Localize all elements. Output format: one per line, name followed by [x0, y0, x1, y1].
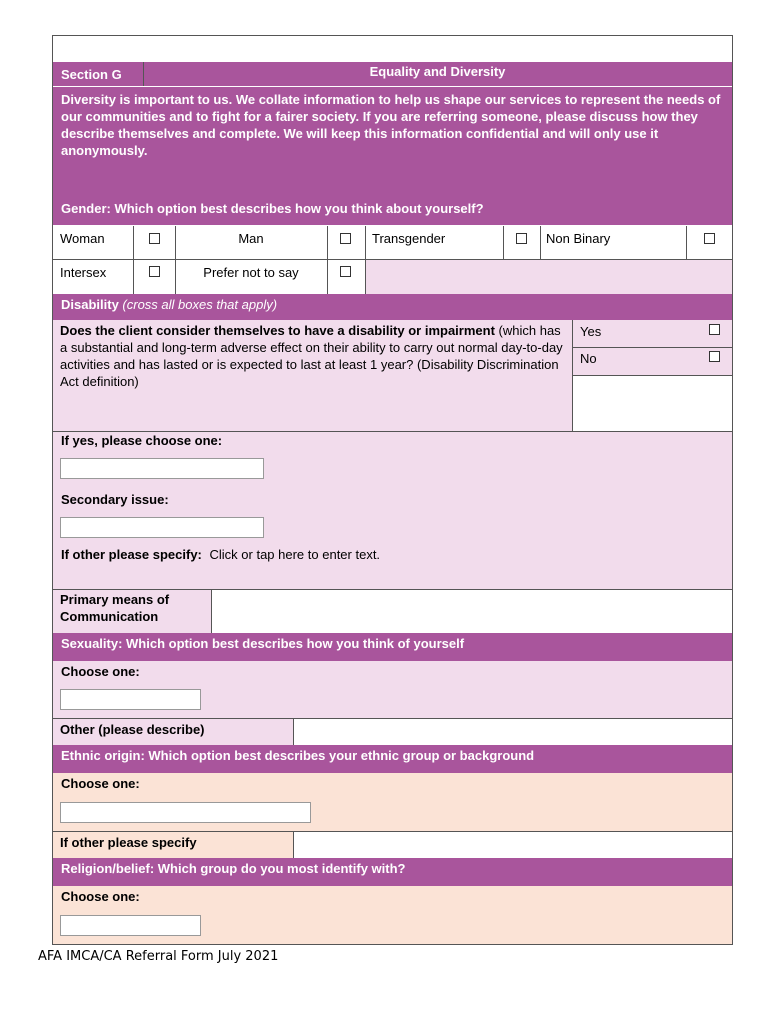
checkbox-prefer-not[interactable] [340, 266, 351, 277]
disability-heading-note: (cross all boxes that apply) [122, 297, 278, 312]
gender-question-row [53, 197, 732, 225]
primary-disability-dropdown[interactable] [60, 458, 264, 479]
communication-input[interactable] [212, 590, 732, 633]
disability-details [53, 432, 732, 589]
other-specify-input[interactable]: Click or tap here to enter text. [209, 547, 381, 562]
ethnic-question-row [53, 745, 732, 773]
religion-question-row [53, 858, 732, 886]
religion-question: Religion/belief: Which group do you most identify with? [61, 861, 406, 876]
if-yes-label: If yes, please choose one: [61, 433, 223, 448]
gender-option-woman: Woman [60, 231, 105, 246]
gender-row-2-fill [366, 260, 732, 294]
other-specify-row [61, 547, 380, 562]
ethnic-other-label: If other please specify [60, 835, 197, 850]
ethnic-other-label-cell [53, 832, 293, 858]
gender-option-transgender: Transgender [372, 231, 446, 246]
intro-block [53, 87, 732, 197]
checkbox-no[interactable] [709, 351, 720, 362]
disability-question-cell [53, 320, 572, 431]
ethnic-question: Ethnic origin: Which option best describes your ethnic group or background [61, 748, 535, 763]
yes-label: Yes [580, 324, 602, 339]
secondary-issue-label: Secondary issue: [61, 492, 169, 507]
disability-heading: Disability [61, 297, 119, 312]
gender-option-man: Man [238, 231, 264, 246]
checkbox-yes[interactable] [709, 324, 720, 335]
communication-label: Primary means of Communication [60, 592, 170, 624]
religion-dropdown[interactable] [60, 915, 201, 936]
religion-choose-label: Choose one: [61, 889, 140, 904]
section-title: Equality and Diversity [369, 64, 506, 79]
sexuality-choose-label: Choose one: [61, 664, 140, 679]
sexuality-other-label: Other (please describe) [60, 722, 205, 737]
checkbox-nonbinary[interactable] [704, 233, 715, 244]
no-label: No [580, 351, 597, 366]
gender-option-intersex: Intersex [60, 265, 107, 280]
sexuality-other-label-cell [53, 719, 293, 745]
gender-question: Gender: Which option best describes how you think about yourself? [61, 201, 484, 216]
checkbox-man[interactable] [340, 233, 351, 244]
other-specify-label: If other please specify: [61, 547, 202, 562]
gender-option-nonbinary: Non Binary [546, 231, 611, 246]
ethnic-other-input[interactable] [294, 832, 732, 858]
section-label: Section G [61, 67, 122, 82]
footer-text: AFA IMCA/CA Referral Form July 2021 [38, 949, 279, 964]
disability-heading-row [53, 294, 732, 320]
ethnic-dropdown[interactable] [60, 802, 311, 823]
checkbox-woman[interactable] [149, 233, 160, 244]
sexuality-other-input[interactable] [294, 719, 732, 745]
communication-label-cell [53, 590, 211, 633]
sexuality-dropdown[interactable] [60, 689, 201, 710]
intro-text: Diversity is important to us. We collate information to help us shape our services to represent the needs of our communities and to fight for a fairer society. If you are referring someone, please discuss how they describe themselves and complete. We will keep this information confidential and will only use it anonymously. [61, 92, 721, 158]
disability-question-rest: (which has a substantial and long-term adverse effect on their ability to carry out normal day-to-day activities and has lasted or is expected to last at least 1 year? (Disability Discrimination Act definition) [60, 323, 563, 389]
checkbox-intersex[interactable] [149, 266, 160, 277]
gender-option-prefer-not: Prefer not to say [203, 265, 299, 280]
ethnic-choose-label: Choose one: [61, 776, 140, 791]
sexuality-question: Sexuality: Which option best describes how you think of yourself [61, 636, 465, 651]
disability-question-bold: Does the client consider themselves to have a disability or impairment [60, 323, 495, 338]
sexuality-question-row [53, 633, 732, 661]
secondary-issue-dropdown[interactable] [60, 517, 264, 538]
checkbox-transgender[interactable] [516, 233, 527, 244]
